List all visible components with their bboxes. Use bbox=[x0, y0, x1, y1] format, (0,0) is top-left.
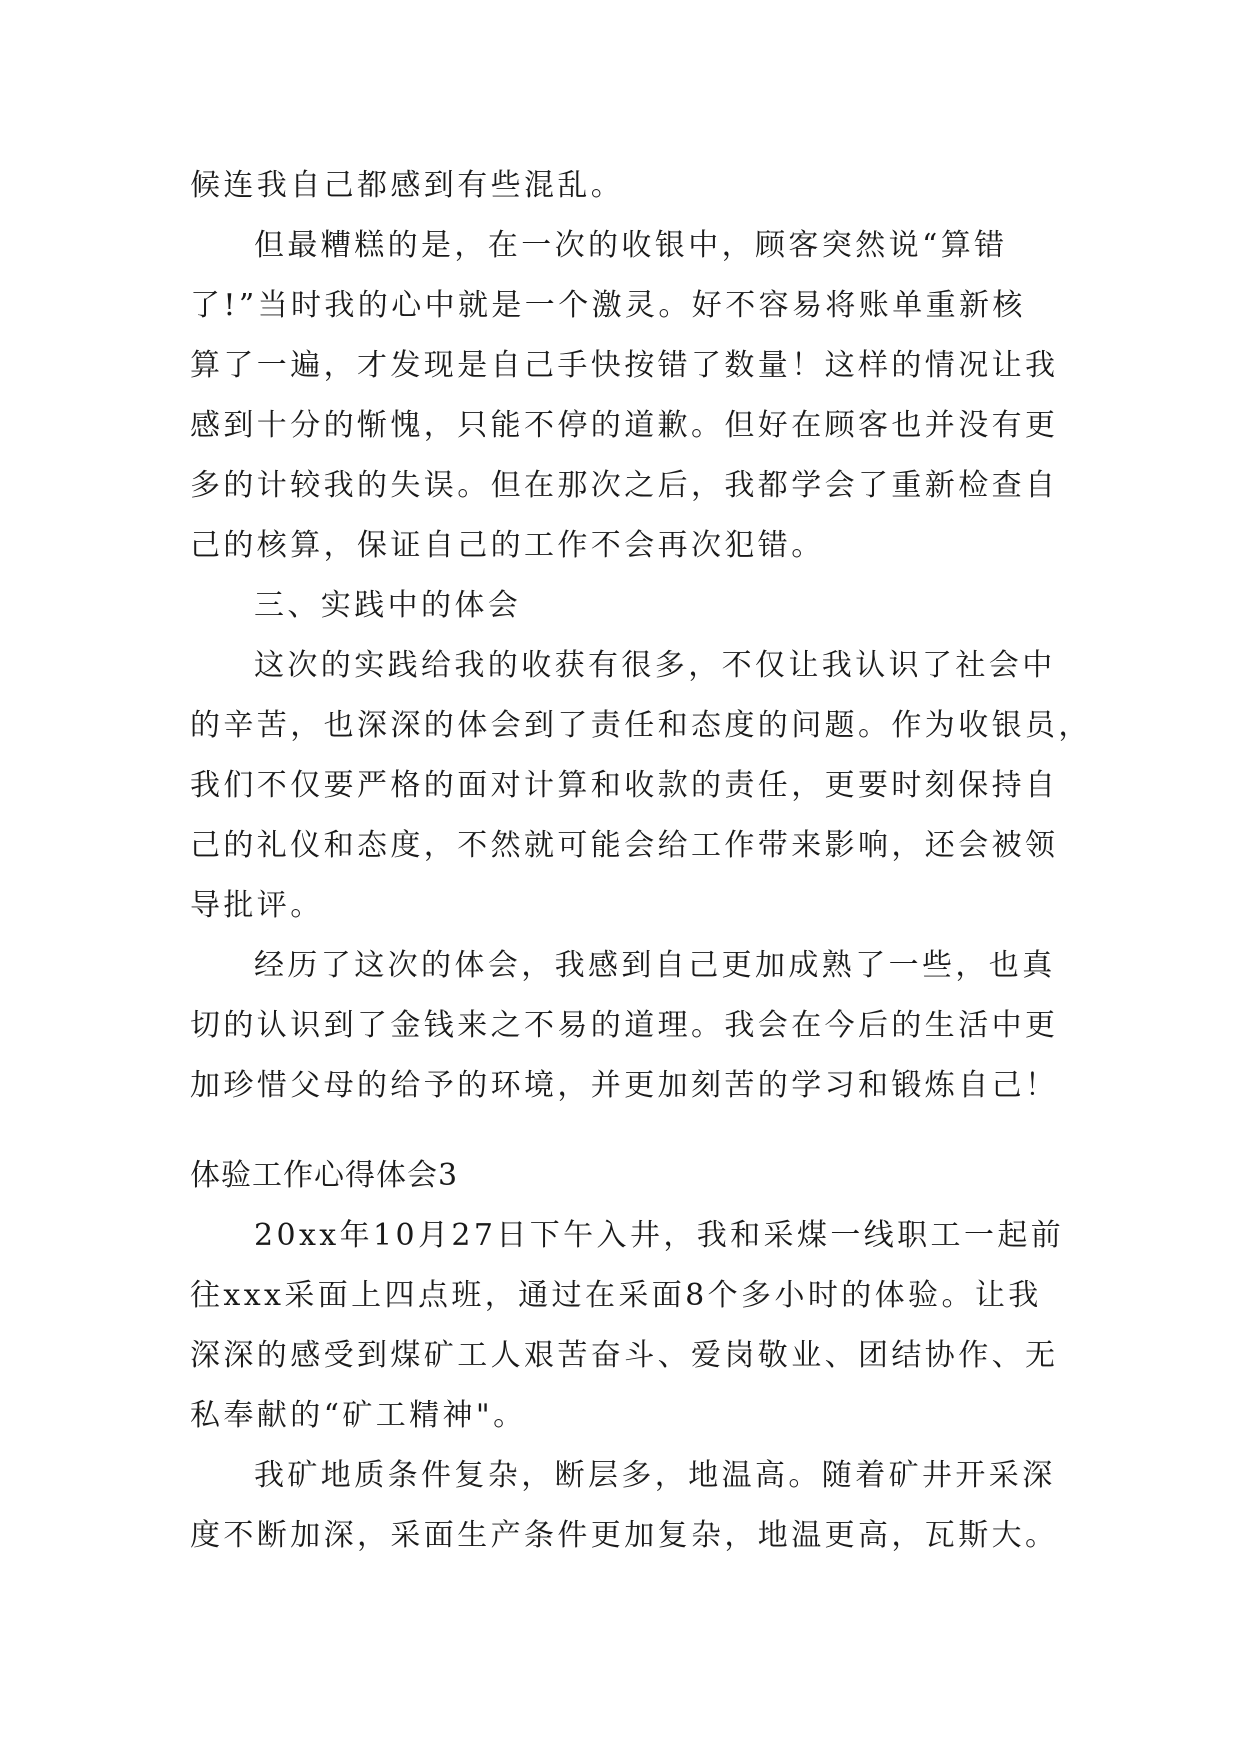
paragraph-line: 我矿地质条件复杂，断层多，地温高。随着矿井开采深 bbox=[254, 1458, 1056, 1493]
paragraph-line: 加珍惜父母的给予的环境，并更加刻苦的学习和锻炼自己！ bbox=[190, 1068, 1059, 1103]
paragraph-line: 往xxx采面上四点班，通过在采面8个多小时的体验。让我 bbox=[190, 1278, 1042, 1313]
paragraph-line: 切的认识到了金钱来之不易的道理。我会在今后的生活中更 bbox=[190, 1008, 1059, 1043]
paragraph-line: 深深的感受到煤矿工人艰苦奋斗、爱岗敬业、团结协作、无 bbox=[190, 1338, 1059, 1373]
paragraph-line: 这次的实践给我的收获有很多，不仅让我认识了社会中 bbox=[254, 648, 1056, 683]
paragraph-line: 的辛苦，也深深的体会到了责任和态度的问题。作为收银员， bbox=[190, 708, 1092, 743]
paragraph-line: 经历了这次的体会，我感到自己更加成熟了一些，也真 bbox=[254, 948, 1056, 983]
paragraph-line: 己的核算，保证自己的工作不会再次犯错。 bbox=[190, 528, 825, 563]
paragraph-line: 了!”当时我的心中就是一个激灵。好不容易将账单重新核 bbox=[190, 288, 1026, 323]
paragraph-line: 度不断加深，采面生产条件更加复杂，地温更高，瓦斯大。 bbox=[190, 1518, 1059, 1553]
paragraph-line: 我们不仅要严格的面对计算和收款的责任，更要时刻保持自 bbox=[190, 768, 1059, 803]
paragraph-line: 候连我自己都感到有些混乱。 bbox=[190, 168, 625, 203]
article-title: 体验工作心得体会3 bbox=[190, 1158, 459, 1193]
paragraph-line: 己的礼仪和态度，不然就可能会给工作带来影响，还会被领 bbox=[190, 828, 1059, 863]
paragraph-line: 20xx年10月27日下午入井，我和采煤一线职工一起前 bbox=[254, 1218, 1065, 1253]
paragraph-line: 私奉献的“矿工精神"。 bbox=[190, 1398, 527, 1433]
paragraph-line: 但最糟糕的是，在一次的收银中，顾客突然说“算错 bbox=[254, 228, 1008, 263]
paragraph-line: 导批评。 bbox=[190, 888, 324, 923]
paragraph-line: 多的计较我的失误。但在那次之后，我都学会了重新检查自 bbox=[190, 468, 1059, 503]
paragraph-line: 算了一遍，才发现是自己手快按错了数量！这样的情况让我 bbox=[190, 348, 1059, 383]
paragraph-line: 感到十分的惭愧，只能不停的道歉。但好在顾客也并没有更 bbox=[190, 408, 1059, 443]
section-heading: 三、实践中的体会 bbox=[254, 588, 522, 623]
